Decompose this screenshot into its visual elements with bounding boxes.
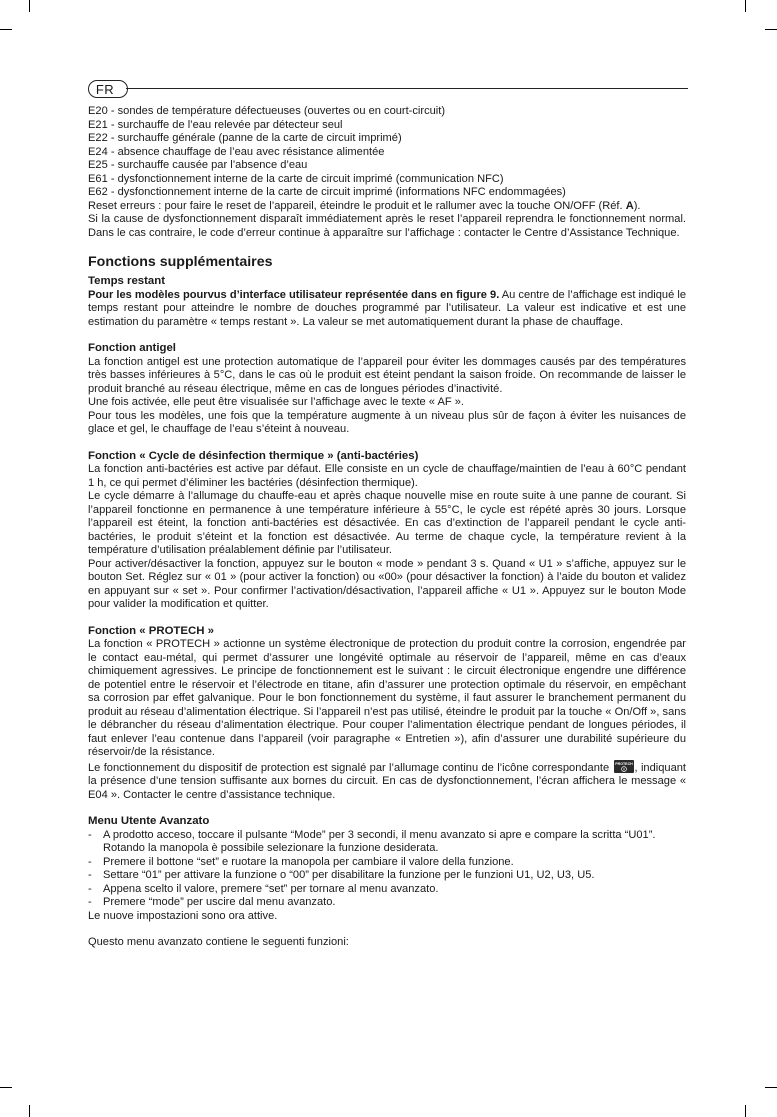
error-line: E22 - surchauffe générale (panne de la carte de circuit imprimé) bbox=[88, 132, 402, 144]
svg-text:PROTECH: PROTECH bbox=[614, 761, 633, 766]
error-line: E20 - sondes de température défectueuses (ouvertes ou en court-circuit) bbox=[88, 105, 446, 117]
temps-restant-title: Temps restant bbox=[88, 275, 166, 287]
menu-after: Le nuove impostazioni sono ora attive. bbox=[88, 909, 278, 922]
menu-title: Menu Utente Avanzato bbox=[88, 815, 210, 827]
error-line: E62 - dysfonctionnement interne de la carte de circuit imprimé (informations NFC endommagées) bbox=[88, 186, 566, 198]
antibac-title: Fonction « Cycle de désinfection thermique » (anti-bactéries) bbox=[88, 449, 419, 462]
antigel-paragraph-2: Une fois activée, elle peut être visualisée sur l’affichage avec le texte « AF ». bbox=[88, 396, 464, 408]
page-header bbox=[88, 80, 688, 100]
error-list bbox=[88, 105, 686, 200]
crop-mark bbox=[765, 1087, 777, 1088]
error-line: E25 - surchauffe causée par l’absence d’eau bbox=[88, 159, 308, 171]
crop-mark bbox=[29, 0, 30, 12]
menu-list bbox=[88, 829, 686, 910]
list-item: - Settare “01” per attivare la funzione o “00” per disabilitare la funzione per le funzioni U1, U2, U3, U5. bbox=[88, 869, 686, 883]
antigel-paragraph-3: Pour tous les modèles, une fois que la température augmente à un niveau plus sûr de façon à éviter les nuisances de glace et gel, le chauffage de l’eau s’éteint à nouveau. bbox=[88, 409, 686, 435]
antigel-title: Fonction antigel bbox=[88, 342, 176, 354]
list-item: - A prodotto acceso, toccare il pulsante “Mode” per 3 secondi, il menu avanzato si apre e compare la scritta “U01”. Rotando la manopola è possibile selezionare la funzione desiderata. bbox=[88, 829, 686, 856]
protech-icon bbox=[614, 760, 634, 773]
crop-mark bbox=[765, 29, 777, 30]
list-item: - Appena scelto il valore, premere “set” per tornare al menu avanzato. bbox=[88, 883, 686, 897]
protech-title: Fonction « PROTECH » bbox=[88, 624, 214, 637]
crop-mark bbox=[0, 29, 12, 30]
crop-mark bbox=[745, 0, 746, 12]
header-rule bbox=[126, 88, 688, 89]
menu-closing: Questo menu avanzato contiene le seguenti funzioni: bbox=[88, 936, 349, 948]
crop-mark bbox=[0, 1087, 12, 1088]
list-item: - Premere “mode” per uscire dal menu avanzato. bbox=[88, 896, 686, 910]
antigel-paragraph-1: La fonction antigel est une protection automatique de l’appareil pour éviter les dommages causés par des températures très basses inférieures à 5°C, dans le cas où le produit est éteint pendant la saison froide. On recommande de laisser le produit branché au réseau électrique, même en cas de longues périodes d’inactivité. bbox=[88, 355, 686, 395]
antibac-paragraph-3: Pour activer/désactiver la fonction, appuyez sur le bouton « mode » pendant 3 s. Quand « U1 » s’affiche, appuyez sur le bouton Set. Réglez sur « 01 » (pour activer la fonction) ou «00» (pour désactiver la fonction) à l’aide du bouton et validez en appuyant sur « set ». Pour confirmer l’activation/désactivation, l’appareil affiche « U1 ». Appuyez sur le bouton Mode pour valider la modification et quitter. bbox=[88, 557, 686, 610]
list-item: - Premere il bottone “set” e ruotare la manopola per cambiare il valore della funzione. bbox=[88, 856, 686, 870]
protech-paragraph-2: Le fonctionnement du dispositif de protection est signalé par l’allumage continu de l’icône correspondante PROTECH , indiquant la présence d’une tension suffisante aux bornes du circuit. En cas de dysfonctionnement, l’écran affichera le message « E04 ». Contacter le centre d’assistance technique. bbox=[88, 761, 686, 801]
temps-restant-paragraph: Pour les modèles pourvus d’interface utilisateur représentée dans en figure 9. Au centre de l’affichage est indiqué le temps restant pour atteindre le nombre de douches programmé par l’utilisateur. La valeur est indicative et est une estimation du paramètre « temps restant ». La valeur se met automatiquement durant la phase de chauffage. bbox=[88, 288, 686, 328]
crop-mark bbox=[745, 1105, 746, 1117]
language-badge: FR bbox=[88, 80, 128, 98]
error-line: E24 - absence chauffage de l’eau avec résistance alimentée bbox=[88, 145, 385, 158]
error-line: E21 - surchauffe de l’eau relevée par détecteur seul bbox=[88, 118, 343, 131]
reset-paragraph: Reset erreurs : pour faire le reset de l’appareil, éteindre le produit et le rallumer avec la touche ON/OFF (Réf. A). bbox=[88, 199, 641, 212]
section-title: Fonctions supplémentaires bbox=[88, 254, 273, 270]
page-content bbox=[88, 105, 686, 950]
error-line: E61 - dysfonctionnement interne de la carte de circuit imprimé (communication NFC) bbox=[88, 172, 504, 185]
antibac-paragraph-2: Le cycle démarre à l’allumage du chauffe-eau et après chaque nouvelle mise en route suite à une panne de courant. Si l’appareil fonctionne en permanence à une température inférieure à 55°C, le cycle est répété après 30 jours. Lorsque l’appareil est éteint, la fonction anti-bactéries est désactivée. En cas d’extinction de l’appareil pendant le cycle anti-bactéries, le produit s’éteint et la fonction est désactivée. Au terme de chaque cycle, la température revient à la température d’utilisation préalablement définie par l’utilisateur. bbox=[88, 490, 686, 556]
reset-paragraph-2: Si la cause de dysfonctionnement disparaît immédiatement après le reset l’appareil reprendra le fonctionnement normal. Dans le cas contraire, le code d’erreur continue à apparaître sur l’affichage : contacter le Centre d’Assistance Technique. bbox=[88, 213, 686, 239]
crop-mark bbox=[29, 1105, 30, 1117]
protech-paragraph-1: La fonction « PROTECH » actionne un système électronique de protection du produit contre la corrosion, engendrée par le contact eau-métal, qui permet d’assurer une longévité optimale au réservoir de l’appareil, même en cas d’eaux chimiquement agressives. Le principe de fonctionnement est le suivant : le circuit électronique engendre une différence de potentiel entre le réservoir et l’électrode en titane, afin d’assurer une protection optimale du réservoir, en empêchant sa corrosion par effet galvanique. Pour le bon fonctionnement du système, il faut assurer le branchement permanent du produit au réseau d’alimentation électrique. Si l’appareil n’est pas utilisé, éteindre le produit par la touche « On/Off », sans le débrancher du réseau d’alimentation électrique. Pour couper l’alimentation électrique pendant de longues périodes, il faut enlever l’eau contenue dans l’appareil (voir paragraphe « Entretien »), afin d’assurer une durabilité supérieure du réservoir/de la résistance. bbox=[88, 638, 686, 758]
antibac-paragraph-1: La fonction anti-bactéries est active par défaut. Elle consiste en un cycle de chauffage/maintien de l’eau à 60°C pendant 1 h, ce qui permet d’éliminer les bactéries (désinfection thermique). bbox=[88, 463, 686, 489]
